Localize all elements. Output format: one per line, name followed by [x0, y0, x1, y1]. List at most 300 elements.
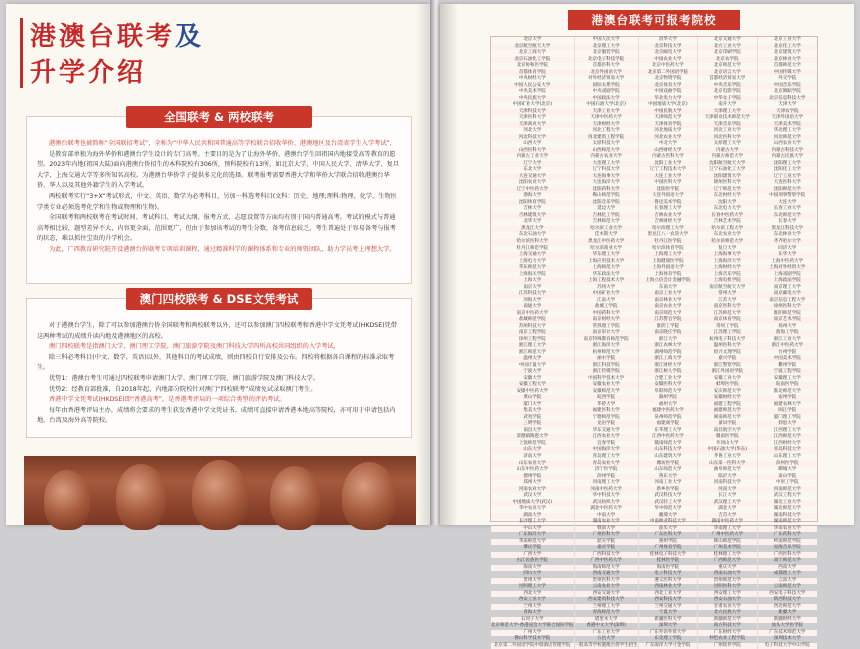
university-cell: 南方科技大学	[698, 623, 757, 630]
university-cell: 太原科技大学	[575, 141, 639, 148]
university-cell: 北京航空航天大学	[491, 44, 575, 51]
university-cell: 天津美术学院	[758, 122, 817, 129]
section-heading: 全国联考 & 两校联考	[126, 106, 312, 128]
university-cell: 内蒙古农业大学	[575, 154, 639, 161]
university-cell: 安徽师范大学	[575, 389, 639, 396]
university-cell: 山东农业大学	[491, 461, 575, 468]
university-cell: 辽宁工业大学	[758, 174, 817, 181]
university-cell: 南京师范大学	[639, 311, 698, 318]
university-cell: 广东药科大学	[773, 532, 801, 538]
section-paragraph: 全国联考和两校联考在考试时间、考试科目、考试大纲、报考方式、志愿设置等方面均有别于国内普通高考。考试的模式与普通高考相比较，题型差异不大，内容更全面，范围更广，但由于参加该考试的考生分数，备考信息较乏，考生普遍处于容易备考与报考的状态，难以抓住宝贵的升学机会。	[37, 214, 396, 243]
university-cell: 鲁东大学	[639, 474, 698, 481]
university-cell: 福建商学院	[639, 421, 698, 428]
university-cell: 天津财经大学	[575, 122, 639, 129]
university-cell: 兰州理工大学	[575, 604, 639, 611]
university-cell: 北京师范大学	[698, 63, 757, 70]
university-cell: 清华大学	[639, 37, 698, 44]
university-cell: 华北理工大学	[773, 128, 801, 134]
university-cell: 辽宁石油化工大学	[698, 167, 757, 174]
university-cell: 天津中医药大学	[575, 115, 639, 122]
university-cell: 南通大学	[491, 304, 575, 311]
university-cell: 湖南农业大学	[575, 519, 639, 526]
university-cell: 闽江学院	[758, 408, 817, 415]
university-cell: 河北医科大学	[698, 135, 757, 142]
university-cell: 安徽中医药大学	[491, 389, 575, 396]
university-cell: 遵义医科大学	[639, 578, 698, 585]
university-cell: 上海海关学院	[491, 272, 575, 279]
university-cell: 外交学院	[778, 76, 797, 82]
university-cell: 上海立信会计金融学院	[639, 278, 698, 285]
university-cell: 山西大学	[491, 141, 575, 148]
university-cell: 江西中医药大学	[639, 434, 698, 441]
university-cell: 塔里木大学	[575, 617, 639, 624]
university-cell: 沈阳药科大学	[575, 187, 639, 194]
university-cell: 海南大学	[491, 565, 575, 572]
university-cell: 湖北大学	[698, 506, 757, 513]
university-cell: 郑州大学	[491, 480, 575, 487]
university-cell: 北京大学	[491, 37, 575, 44]
university-cell: 内蒙古科技大学	[758, 148, 817, 155]
university-cell: 河南科技大学	[698, 480, 757, 487]
section-paragraph: 优势1：港澳台考生可通过四校联考申请澳门大学、澳门理工学院、澳门旅游学院及澳门科技大学。	[49, 374, 319, 382]
university-cell: 上海音乐学院	[698, 272, 757, 279]
university-cell: 上海戏剧学院	[773, 271, 801, 277]
university-cell: 山东中医药大学	[491, 467, 575, 474]
university-cell: 同济大学	[778, 245, 797, 251]
university-cell: 四川大学	[491, 571, 575, 578]
section-paragraph: 每年由香港考评局主办，成绩将会要求的考生获发香港中学文凭证书。成绩可直接申请香港本地高等院校，亦可用于申请包括内地、台湾及海外高等院校。	[37, 406, 396, 425]
sculpture-figure	[342, 462, 396, 530]
university-cell: 哈尔滨商业大学	[575, 246, 639, 253]
university-cell: 河南工业大学	[639, 480, 698, 487]
university-cell: 北京外国语大学	[575, 70, 639, 77]
university-cell: 广州软件学院	[698, 643, 757, 649]
university-cell: 东北石油大学	[491, 232, 575, 239]
university-cell: 内蒙古民族大学	[771, 154, 803, 160]
university-cell: 天津工业大学	[575, 109, 639, 116]
university-cell: 吉林农业大学	[639, 213, 698, 220]
university-cell: 浙江中医药大学	[758, 343, 817, 350]
university-cell: 长沙理工大学	[491, 519, 575, 526]
university-cell: 哈尔滨医科大学	[491, 239, 575, 246]
university-cell: 广东技术师范大学	[758, 630, 817, 637]
university-cell: 北京建筑大学	[773, 50, 801, 56]
university-cell: 三明学院	[491, 421, 575, 428]
university-cell: 锦州医科大学	[698, 180, 757, 187]
university-cell: 中国地质大学(北京)	[639, 102, 698, 109]
university-cell: 仰恩大学	[758, 421, 817, 428]
university-cell: 北京电子科技学院	[575, 57, 639, 64]
university-cell: 河北工程大学	[575, 128, 639, 135]
university-cell: 湖北师范大学	[773, 506, 801, 512]
university-cell: 北京化工大学	[758, 44, 817, 51]
university-cell: 景德镇陶瓷大学	[491, 434, 575, 441]
university-cell: 新疆财经大学	[758, 617, 817, 624]
university-cell: 东北师范大学	[758, 213, 817, 220]
university-cell: 陕西科技大学	[773, 597, 801, 603]
university-cell: 南京林业大学	[639, 298, 698, 305]
university-cell: 西北大学	[491, 591, 575, 598]
university-cell: 西安交通大学	[575, 591, 639, 598]
university-cell: 新乡医学院	[639, 487, 698, 494]
university-cell: 滨州学院	[575, 474, 639, 481]
university-cell: 广西大学	[491, 552, 575, 559]
university-cell: 大连海事大学	[575, 174, 639, 181]
university-cell: 东北林业大学	[773, 232, 801, 238]
section-box	[26, 110, 412, 284]
university-cell: 浙江工商大学	[639, 356, 698, 363]
university-cell: 吉林大学	[491, 206, 575, 213]
university-cell: 皖南医学院	[758, 382, 817, 389]
university-cell: 北京协和医学院	[491, 63, 575, 70]
university-cell: 苏州科技大学	[491, 324, 575, 331]
university-cell: 河北地质大学	[639, 128, 698, 135]
universities-grid	[491, 37, 817, 649]
university-cell: 北京语言大学	[698, 70, 757, 77]
university-cell: 天津医科大学	[491, 115, 575, 122]
university-cell: 湖南科技大学	[758, 513, 817, 520]
university-cell: 华北电力大学	[639, 96, 698, 103]
university-cell: 广州中医药大学	[698, 532, 757, 539]
university-cell: 山东科技大学	[639, 447, 698, 454]
section-paragraph: 两校联考实行“3+X”考试形式，中文、英语、数学为必考科目，另加一科选考科目(文科：历史、地理;理科:物理、化学、生物医学类专业必须选考化学和生物或物理和生物)。	[37, 192, 397, 211]
section-paragraph: 为此，广西教育研究院开设港澳台侨联考专项培训课程，通过精准科学的课程体系和专业的师资团队，助力学员考上理想大学。	[49, 245, 396, 253]
section-national-exam	[26, 110, 412, 284]
university-cell: 桂林医学院	[639, 558, 698, 565]
university-cell: 东北财经大学	[698, 193, 757, 200]
university-cell: 黄山学院	[491, 395, 575, 402]
university-cell: 浙江警察学院	[698, 363, 757, 370]
university-cell: 华东政法大学	[575, 272, 639, 279]
page-gutter-shadow	[440, 4, 458, 525]
university-cell: 大连工业大学	[639, 174, 698, 181]
university-cell: 沈阳建筑大学	[698, 174, 757, 181]
university-cell: 河北工业大学	[698, 128, 757, 135]
section-macau-dse	[26, 292, 412, 438]
university-cell: 南京体育学院	[698, 317, 757, 324]
university-cell: 沈阳农业大学	[491, 180, 575, 187]
university-cell: 山东建筑大学	[639, 454, 698, 461]
university-cell: 西安工业大学	[491, 597, 575, 604]
university-cell: 内蒙古工业大学	[491, 154, 575, 161]
university-cell: 华中农业大学	[491, 506, 575, 513]
university-cell: 河北科技大学	[491, 135, 575, 142]
university-cell: 中央音乐学院	[698, 83, 757, 90]
university-cell: 盐城师范学院	[491, 317, 575, 324]
university-cell: 南京特殊教育师范学院	[575, 337, 639, 344]
university-cell: 广西师范大学	[698, 558, 757, 565]
university-cell: 青海师范大学	[575, 610, 639, 617]
university-cell: 扬州大学	[778, 323, 797, 329]
university-cell: 牡丹江医学院	[639, 239, 698, 246]
university-cell: 广东海洋大学	[491, 532, 575, 539]
university-cell: 绍兴文理学院	[698, 350, 757, 357]
university-cell: 上海财经大学	[698, 265, 757, 272]
university-cell: 青岛农业大学	[575, 461, 639, 468]
title-accent: 及	[175, 22, 205, 52]
university-cell: 中国计量大学	[491, 363, 575, 370]
university-cell: 右江民族医学院	[491, 558, 575, 565]
section-heading: 澳门四校联考 & DSE文凭考试	[126, 288, 312, 310]
university-cell: 中国美术学院	[758, 356, 817, 363]
university-cell: 齐鲁工业大学	[698, 454, 757, 461]
university-cell: 星海音乐学院	[773, 545, 801, 551]
university-cell: 中国刑事警察学院	[769, 193, 806, 199]
university-cell: 中南林业科技大学	[639, 519, 698, 526]
university-cell: 南开大学	[698, 102, 757, 109]
university-cell: 江苏警官学院	[639, 317, 698, 324]
university-cell: 青海大学	[491, 610, 575, 617]
right-page	[440, 4, 854, 648]
university-cell: 徐州工程学院	[491, 337, 575, 344]
university-cell: 中原工学院	[776, 480, 799, 486]
university-cell: 宁德师范学院	[575, 415, 639, 422]
university-cell: 贵州师范大学	[698, 578, 757, 585]
university-cell: 沈阳师范大学	[758, 187, 817, 194]
university-cell: 北京科技大学	[639, 44, 698, 51]
university-cell: 浙江师范大学	[491, 350, 575, 357]
university-cell: 安徽财经大学	[698, 395, 757, 402]
university-cell: 宁夏大学	[639, 610, 698, 617]
university-cell: 天津大学	[778, 102, 797, 108]
university-cell: 上饶师范学院	[491, 441, 575, 448]
university-cell: 井冈山大学	[698, 441, 757, 448]
university-cell: 贵州医科大学	[575, 578, 639, 585]
section-paragraph: 是教育部单独为海外华侨和港澳台学生设计的专门高考。主要目的是为了让海外华侨、港澳台学生回祖国内地接受高等教育的愿望。2023年内地(祖国大陆)面向港澳台侨招生的本科院校有306所，预科院校有13所，如北京大学、中国人民大学、清华大学、复旦大学、上海交通大学等多所知名高校。为港澳台华侨学子提供多元化的选择。联考报考需要香港大学和华侨大学联合招收港澳台华侨、华人以及其他外籍学生的入学考试。	[37, 150, 400, 190]
university-cell: 深圳大学	[639, 623, 698, 630]
section-paragraph: 港澳台联考也被简称“全国联招考试”，全称为“中华人民共和国普通高等学校联合招收华侨、港澳地区及台湾省学生入学考试”，	[49, 140, 396, 147]
university-cell: 南宁师范大学	[773, 558, 801, 564]
university-cell: 闽南师范大学	[698, 415, 757, 422]
university-cell: 西南大学	[758, 565, 817, 572]
university-cell: 江苏师范大学	[698, 311, 757, 318]
university-cell: 上海中医药大学	[771, 258, 803, 264]
university-cell: 北京农学院	[698, 57, 757, 64]
university-cell: 北京理工大学	[575, 44, 639, 51]
university-cell: 中国矿业大学(北京)	[491, 102, 575, 109]
university-cell: 桂林电子科技大学	[639, 552, 698, 559]
university-cell: 桂林理工大学	[698, 552, 757, 559]
university-cell: 德州学院	[491, 474, 575, 481]
university-cell: 南京财经大学	[575, 317, 639, 324]
university-cell: 云南农业大学	[575, 584, 639, 591]
university-cell: 中北大学	[639, 141, 698, 148]
university-cell: 广州体育学院	[639, 545, 698, 552]
university-cell: 中国科学技术大学	[575, 376, 639, 383]
university-cell: 西安电子科技大学	[758, 591, 817, 598]
university-cell: 中国医科大学	[639, 180, 698, 187]
university-cell: 天津科技大学	[491, 109, 575, 116]
university-cell: 赣南师范大学	[639, 441, 698, 448]
university-cell: 常熟理工学院	[575, 324, 639, 331]
university-cell: 安徽医科大学	[639, 382, 698, 389]
university-cell: 吉林建筑大学	[491, 213, 575, 220]
university-cell: 福建中医药大学	[639, 408, 698, 415]
university-cell: 南京晓庄学院	[639, 330, 698, 337]
university-cell: 兰州大学	[491, 604, 575, 611]
university-cell: 广州大学	[491, 630, 575, 637]
university-cell: 浙江海洋大学	[575, 343, 639, 350]
university-cell: 山东大学	[491, 447, 575, 454]
university-cell: 阜阳师范大学	[639, 389, 698, 396]
university-cell: 皖西学院	[575, 395, 639, 402]
university-cell: 淮北师范大学	[773, 388, 801, 394]
university-cell: 中国地质大学(武汉)	[491, 500, 575, 507]
university-cell: 黑龙江中医药大学	[575, 239, 639, 246]
university-cell: 沈阳工业大学	[639, 161, 698, 168]
university-cell: 安庆师范大学	[698, 389, 757, 396]
university-cell: 首都医科大学	[575, 63, 639, 70]
university-cell: 青岛科技大学	[758, 447, 817, 454]
university-cell: 浙江农林大学	[639, 343, 698, 350]
university-cell: 河南师范大学	[758, 487, 817, 494]
university-cell: 宁波大学	[491, 369, 575, 376]
university-cell: 长春工业大学	[773, 206, 801, 212]
university-cell: 一般高等学校港澳台侨学生招生	[574, 642, 638, 648]
university-cell: 杭州电子科技大学	[698, 337, 757, 344]
university-cell: 大连交通大学	[491, 174, 575, 181]
university-cell: 大连外国语大学	[639, 193, 698, 200]
university-cell: 合肥工业大学	[639, 376, 698, 383]
university-cell: 广西医科大学	[758, 552, 817, 559]
university-cell: 山西农业大学	[773, 141, 801, 147]
university-cell: 大连理工大学	[575, 161, 639, 168]
university-cell: 武汉纺织大学	[575, 500, 639, 507]
university-cell: 北京第二外国语学院	[639, 70, 698, 77]
university-cell: 江西财经大学	[773, 440, 801, 446]
university-cell: 中国矿业大学	[575, 291, 639, 298]
university-cell: 广东财经大学	[698, 630, 757, 637]
university-cell: 电子科技大学	[639, 571, 698, 578]
university-cell: 嘉应学院	[575, 545, 639, 552]
university-cell: 昆明医科大学	[698, 584, 757, 591]
university-cell: 聊城大学	[778, 467, 797, 473]
section-paragraph: 对于港澳台学生，除了可以参加港澳台侨全国联考和两校联考以外，还可以参加澳门四校联考和香港中学文凭考试(HKDSE)凭借这两种考试的成绩升读内地及港澳地区的高校。	[37, 322, 397, 340]
university-cell: 南昌航空大学	[698, 428, 757, 435]
university-cell: 对外经济贸易大学	[575, 76, 639, 83]
university-cell: 厦门大学	[491, 402, 575, 409]
university-cell: 新疆医科大学	[639, 617, 698, 624]
university-cell: 华南师范大学	[491, 539, 575, 546]
university-cell: 安徽大学	[491, 376, 575, 383]
university-cell: 北京服装学院	[575, 50, 639, 57]
university-cell: 华中师范大学	[639, 506, 698, 513]
sculpture-figure	[192, 460, 248, 530]
university-cell: 北华大学	[491, 219, 575, 226]
university-cell: 武汉科技大学	[639, 493, 698, 500]
university-cell: 广东外语外贸大学	[639, 630, 698, 637]
left-page	[6, 4, 430, 525]
university-cell: 江西农业大学	[575, 434, 639, 441]
section-paragraph: 除三科必考科目(中文、数学、英语)以外，其他科目的考试成绩，则由四校自行安排及公布。四校将根据各自课程的标准录取考生。	[37, 353, 395, 372]
title-accent-bar	[20, 18, 23, 88]
university-cell: 黑龙江八一农垦大学	[639, 232, 698, 239]
university-cell: 西安石油大学	[698, 597, 757, 604]
sculpture-photo	[24, 456, 416, 525]
university-cell: 中国民航大学	[639, 109, 698, 116]
university-cell: 温州医科大学	[698, 343, 757, 350]
university-cell: 中央财经大学	[491, 76, 575, 83]
sculpture-figure	[270, 466, 320, 530]
university-cell: 牡丹江师范学院	[491, 246, 575, 253]
university-cell: 吉首大学	[698, 513, 757, 520]
university-cell: 福州大学	[639, 402, 698, 409]
university-cell: 河北农业大学	[639, 135, 698, 142]
university-cell: 北京工业大学	[773, 37, 801, 42]
university-cell: 汕头大学医学院	[771, 623, 803, 629]
section-body	[27, 139, 411, 256]
university-cell: 延边大学	[575, 206, 639, 213]
university-cell: 上海师范大学	[575, 265, 639, 272]
university-cell: 上海海事大学	[698, 252, 757, 259]
university-cell: 哈尔滨工程大学	[698, 226, 757, 233]
university-cell: 泰山学院	[758, 474, 817, 481]
university-cell: 五邑大学	[575, 636, 639, 643]
university-cell: 成都理工大学	[773, 571, 801, 577]
university-cell: 南昌大学	[491, 428, 575, 435]
university-cell: 中国音乐学院	[758, 83, 817, 90]
university-cell: 上海外国语大学	[639, 265, 698, 272]
university-cell: 中南大学	[575, 513, 639, 520]
university-cell: 西安科技大学	[639, 597, 698, 604]
university-cell: 武汉大学	[491, 493, 575, 500]
university-cell: 盐城工学院	[575, 304, 639, 311]
universities-heading: 港澳台联考可报考院校	[568, 10, 740, 30]
university-cell: 北京舞蹈学院	[773, 89, 801, 95]
university-cell: 滁州学院	[639, 395, 698, 402]
section-body	[27, 321, 411, 427]
university-cell: 香港中文大学(深圳)	[575, 623, 639, 630]
university-cell: 衢州学院	[778, 362, 797, 368]
university-cell: 岭南师范学院	[758, 539, 817, 546]
university-cell: 河南大学	[698, 487, 757, 494]
university-cell: 常州工学院	[698, 324, 757, 331]
university-cell: 华中科技大学	[575, 493, 639, 500]
university-cell: 肇庆学院	[491, 545, 575, 552]
university-cell: 北方工业大学	[698, 44, 757, 51]
university-cell: 渤海大学	[491, 193, 575, 200]
university-cell: 淮阴师范学院	[773, 310, 801, 316]
university-cell: 天津商业大学	[491, 122, 575, 129]
university-cell: 华南理工大学	[698, 526, 757, 533]
university-cell: 湖北工业大学	[758, 500, 817, 507]
university-cell: 山西师范大学	[575, 148, 639, 155]
university-cell: 长江大学	[698, 493, 757, 500]
university-cell: 湖州师范学院	[639, 350, 698, 357]
university-cell: 台州学院	[778, 349, 797, 355]
university-cell: 西南林业大学	[639, 584, 698, 591]
university-cell: 鲁迅美术学院	[639, 200, 698, 207]
university-cell: 福建工程学院	[698, 402, 757, 409]
universities-table	[490, 36, 818, 648]
university-cell: 中国海洋大学	[575, 447, 639, 454]
university-cell: 沈阳理工大学	[758, 161, 817, 168]
university-cell: 甘肃农业大学	[698, 604, 757, 611]
university-cell: 厦门理工学院	[773, 414, 801, 420]
university-cell: 宿州学院	[758, 395, 817, 402]
university-cell: 上海体育学院	[639, 272, 698, 279]
university-cell: 上海海洋大学	[698, 259, 757, 266]
university-cell: 辽宁大学	[491, 161, 575, 168]
book-spine	[430, 0, 440, 525]
university-cell: 太原理工大学	[698, 141, 757, 148]
university-cell: 南京工程学院	[491, 330, 575, 337]
university-cell: 昆明理工大学	[491, 584, 575, 591]
university-cell: 南京农业大学	[639, 304, 698, 311]
university-cell: 仲恺农业工程学院	[698, 636, 757, 643]
university-cell: 湘潭大学	[639, 513, 698, 520]
university-cell: 沈阳医学院	[639, 187, 698, 194]
